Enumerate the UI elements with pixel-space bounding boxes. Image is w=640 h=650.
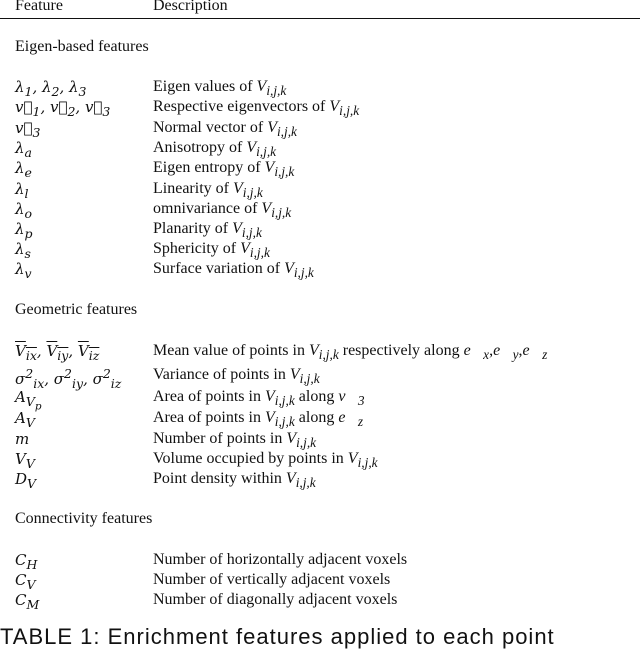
feature-symbol: $V_V$: [15, 450, 35, 471]
header-feature: Feature: [15, 0, 63, 14]
section-title-eigen: Eigen-based features: [15, 38, 149, 55]
section-title-geometric: Geometric features: [15, 301, 138, 318]
feature-description: Eigen values of $V_{i,j,k}$: [153, 78, 287, 99]
feature-description: Area of points in $V_{i,j,k}$ along $e⃗_z$: [153, 409, 364, 430]
feature-symbol: $C_M$: [15, 591, 40, 612]
table-row: [0, 180, 640, 200]
feature-description: Number of diagonally adjacent voxels: [153, 591, 398, 608]
feature-description: Surface variation of $V_{i,j,k}$: [153, 260, 314, 281]
feature-symbol: $\lambda_1$, $\lambda_2$, $\lambda_3$: [15, 78, 87, 99]
feature-description: Respective eigenvectors of $V_{i,j,k}$: [153, 98, 360, 119]
feature-symbol: $\lambda_o$: [15, 200, 33, 221]
table-row: [0, 591, 640, 611]
feature-symbol: $\lambda_s$: [15, 240, 31, 261]
feature-symbol: m: [15, 430, 30, 448]
feature-symbol: $\lambda_p$: [15, 220, 33, 241]
feature-description: Volume occupied by points in $V_{i,j,k}$: [153, 450, 378, 471]
table-row: [0, 78, 640, 98]
feature-description: Number of points in $V_{i,j,k}$: [153, 430, 317, 451]
feature-symbol: $C_V$: [15, 571, 36, 592]
feature-description: Linearity of $V_{i,j,k}$: [153, 180, 263, 201]
feature-symbol: $A_{V_p}$: [15, 388, 42, 413]
table-row: [0, 470, 640, 490]
table-row: [0, 139, 640, 159]
table-row: [0, 119, 640, 139]
table-row: [0, 388, 640, 413]
table-row: [0, 98, 640, 118]
feature-symbol: $\sigma^2_{ix}$, $\sigma^2_{iy}$, $\sigma^2_{iz}$: [15, 366, 122, 391]
feature-description: Number of horizontally adjacent voxels: [153, 551, 408, 568]
table-row: [0, 159, 640, 179]
table-row: [0, 260, 640, 280]
feature-description: Sphericity of $V_{i,j,k}$: [153, 240, 270, 261]
table-row: [0, 409, 640, 429]
table-caption: TABLE 1: Enrichment features applied to each point: [0, 624, 555, 649]
feature-symbol: $A_V$: [15, 409, 35, 430]
header-description: Description: [153, 0, 228, 14]
feature-description: Planarity of $V_{i,j,k}$: [153, 220, 262, 241]
feature-symbol: $C_H$: [15, 551, 38, 572]
feature-description: Area of points in $V_{i,j,k}$ along $v⃗_3$: [153, 388, 365, 409]
feature-description: Number of vertically adjacent voxels: [153, 571, 391, 588]
feature-symbol: $v⃗_3$: [15, 119, 41, 140]
feature-symbol: $\lambda_l$: [15, 180, 29, 201]
table-row: [0, 430, 640, 450]
feature-symbol: $\lambda_v$: [15, 260, 32, 281]
table-row: [0, 220, 640, 240]
table-row: [0, 551, 640, 571]
feature-symbol: $D_V$: [15, 470, 37, 491]
table-row: [0, 450, 640, 470]
table-row: [0, 366, 640, 391]
section-title-connectivity: Connectivity features: [15, 510, 153, 527]
feature-symbol: $V_{ix}$, $V_{iy}$, $V_{iz}$: [15, 342, 100, 363]
feature-description: Anisotropy of $V_{i,j,k}$: [153, 139, 277, 160]
header-rule: [0, 18, 640, 19]
feature-symbol: $\lambda_e$: [15, 159, 32, 180]
feature-description: Point density within $V_{i,j,k}$: [153, 470, 316, 491]
table-header: [0, 0, 640, 15]
table-row: [0, 342, 640, 362]
table-row: [0, 200, 640, 220]
feature-symbol: $\lambda_a$: [15, 139, 32, 160]
feature-symbol: $v⃗_1$, $v⃗_2$, $v⃗_3$: [15, 98, 111, 119]
feature-description: Variance of points in $V_{i,j,k}$: [153, 366, 320, 387]
feature-description: Eigen entropy of $V_{i,j,k}$: [153, 159, 295, 180]
table-row: [0, 240, 640, 260]
table-row: [0, 571, 640, 591]
feature-description: omnivariance of $V_{i,j,k}$: [153, 200, 292, 221]
feature-description: Normal vector of $V_{i,j,k}$: [153, 119, 297, 140]
feature-description: Mean value of points in $V_{i,j,k}$ respectively along $e⃗_x,e⃗_y,e⃗_z$: [153, 342, 548, 363]
